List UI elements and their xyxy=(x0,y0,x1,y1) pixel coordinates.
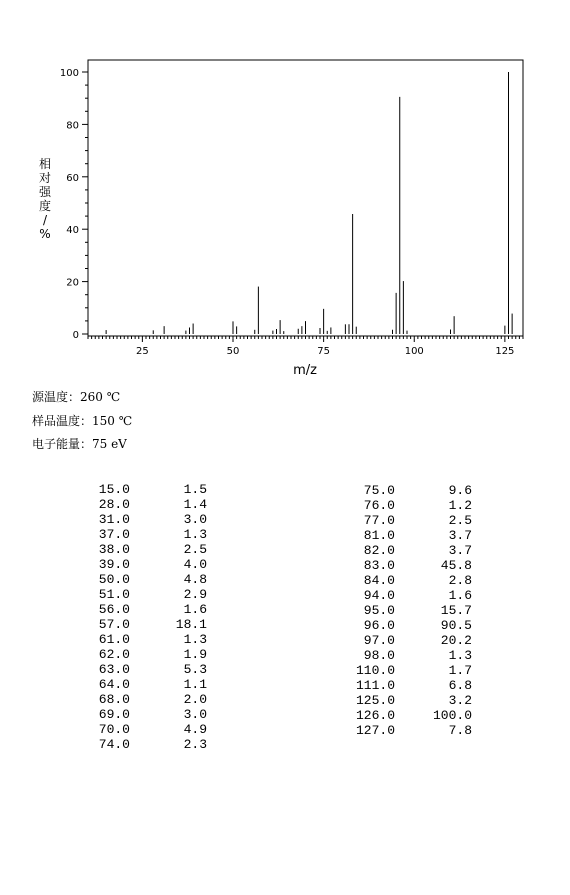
intensity-value: 1.2 xyxy=(448,498,472,513)
intensity-value: 3.0 xyxy=(183,512,207,527)
peak-row xyxy=(355,678,485,693)
mz-value: 69.0 xyxy=(98,707,130,722)
intensity-value: 6.8 xyxy=(448,678,472,693)
peak-table-left xyxy=(90,482,220,752)
peak-row xyxy=(355,528,485,543)
mz-value: 38.0 xyxy=(98,542,130,557)
intensity-value: 1.3 xyxy=(448,648,472,663)
peak-row xyxy=(90,512,220,527)
x-tick-label: 50 xyxy=(226,346,240,357)
y-tick-label: 60 xyxy=(66,172,79,184)
mz-value: 98.0 xyxy=(363,648,395,663)
intensity-value: 2.9 xyxy=(183,587,207,602)
intensity-value: 1.3 xyxy=(183,527,207,542)
mz-value: 82.0 xyxy=(363,543,395,558)
peak-row xyxy=(355,723,485,738)
mz-value: 81.0 xyxy=(363,528,395,543)
y-tick-label: 0 xyxy=(72,330,79,341)
mz-value: 57.0 xyxy=(98,617,130,632)
peak-row xyxy=(90,722,220,737)
peak-row xyxy=(90,572,220,587)
peak-row xyxy=(90,482,220,497)
x-tick-label: 125 xyxy=(495,346,515,357)
plot-frame xyxy=(88,60,523,336)
peak-row xyxy=(90,587,220,602)
peak-row xyxy=(355,483,485,498)
mz-value: 51.0 xyxy=(98,587,130,602)
peak-row xyxy=(355,588,485,603)
x-tick-label: 75 xyxy=(317,346,330,357)
peak-row xyxy=(355,618,485,633)
intensity-value: 2.5 xyxy=(448,513,472,528)
mz-value: 37.0 xyxy=(98,527,130,542)
peak-row xyxy=(90,542,220,557)
mz-value: 63.0 xyxy=(98,662,130,677)
mz-value: 83.0 xyxy=(363,558,395,573)
intensity-value: 1.6 xyxy=(448,588,472,603)
mz-value: 127.0 xyxy=(355,723,395,738)
mz-value: 126.0 xyxy=(355,708,395,723)
mz-value: 125.0 xyxy=(355,693,395,708)
intensity-value: 1.7 xyxy=(448,663,472,678)
y-tick-label: 100 xyxy=(59,68,79,79)
peak-row xyxy=(355,558,485,573)
mz-value: 110.0 xyxy=(355,663,395,678)
peak-row xyxy=(90,737,220,752)
peak-row xyxy=(355,633,485,648)
peak-table-right xyxy=(355,483,485,738)
peak-row xyxy=(90,647,220,662)
intensity-value: 4.8 xyxy=(183,572,207,587)
intensity-value: 3.7 xyxy=(448,543,472,558)
intensity-value: 1.5 xyxy=(183,482,207,497)
mz-value: 50.0 xyxy=(98,572,130,587)
mz-value: 70.0 xyxy=(98,722,130,737)
y-axis-ticks xyxy=(60,68,88,341)
intensity-value: 4.0 xyxy=(183,557,207,572)
intensity-value: 18.1 xyxy=(175,617,207,632)
intensity-value: 1.4 xyxy=(183,497,207,512)
intensity-value: 9.6 xyxy=(448,483,472,498)
intensity-value: 7.8 xyxy=(448,723,472,738)
y-tick-label: 20 xyxy=(66,277,79,289)
mz-value: 97.0 xyxy=(363,633,395,648)
peak-row xyxy=(355,603,485,618)
x-tick-label: 100 xyxy=(404,346,424,357)
peak-row xyxy=(355,648,485,663)
peak-row xyxy=(90,707,220,722)
mz-value: 39.0 xyxy=(98,557,130,572)
mz-value: 74.0 xyxy=(98,737,130,752)
intensity-value: 3.7 xyxy=(448,528,472,543)
peak-row xyxy=(355,498,485,513)
mz-value: 76.0 xyxy=(363,498,395,513)
peak-row xyxy=(90,617,220,632)
intensity-value: 2.8 xyxy=(448,573,472,588)
x-axis-ticks xyxy=(88,336,523,357)
mz-value: 94.0 xyxy=(363,588,395,603)
intensity-value: 2.3 xyxy=(183,737,207,752)
intensity-value: 45.8 xyxy=(440,558,472,573)
sample-temperature: 样品温度：150 ℃ xyxy=(32,414,133,428)
peak-row xyxy=(90,632,220,647)
peak-row xyxy=(355,693,485,708)
mz-value: 31.0 xyxy=(98,512,130,527)
peak-row xyxy=(355,663,485,678)
peak-row xyxy=(90,677,220,692)
y-axis-label: 相对强度/ % xyxy=(38,157,52,241)
intensity-value: 20.2 xyxy=(440,633,472,648)
intensity-value: 2.5 xyxy=(183,542,207,557)
mz-value: 64.0 xyxy=(98,677,130,692)
peak-row xyxy=(90,662,220,677)
mz-value: 15.0 xyxy=(98,482,130,497)
intensity-value: 5.3 xyxy=(183,662,207,677)
intensity-value: 100.0 xyxy=(432,708,472,723)
peak-bars xyxy=(106,72,512,334)
peak-row xyxy=(355,543,485,558)
peak-row xyxy=(90,497,220,512)
mz-value: 68.0 xyxy=(98,692,130,707)
intensity-value: 1.6 xyxy=(183,602,207,617)
x-axis-label: m/z xyxy=(293,363,317,378)
intensity-value: 4.9 xyxy=(183,722,207,737)
electron-energy: 电子能量：75 eV xyxy=(32,437,127,451)
peak-row xyxy=(355,513,485,528)
mz-value: 61.0 xyxy=(98,632,130,647)
peak-row xyxy=(90,602,220,617)
intensity-value: 15.7 xyxy=(440,603,472,618)
intensity-value: 2.0 xyxy=(183,692,207,707)
mz-value: 95.0 xyxy=(363,603,395,618)
mz-value: 75.0 xyxy=(363,483,395,498)
peak-row xyxy=(355,573,485,588)
peak-row xyxy=(355,708,485,723)
mz-value: 111.0 xyxy=(355,678,395,693)
intensity-value: 1.9 xyxy=(183,647,207,662)
intensity-value: 3.2 xyxy=(448,693,472,708)
intensity-value: 3.0 xyxy=(183,707,207,722)
intensity-value: 1.1 xyxy=(183,677,207,692)
y-tick-label: 80 xyxy=(66,120,79,132)
peak-row xyxy=(90,557,220,572)
mass-spectrum-chart xyxy=(0,0,570,385)
mz-value: 28.0 xyxy=(98,497,130,512)
x-tick-label: 25 xyxy=(136,346,149,357)
peak-row xyxy=(90,692,220,707)
intensity-value: 90.5 xyxy=(440,618,472,633)
mz-value: 96.0 xyxy=(363,618,395,633)
peak-row xyxy=(90,527,220,542)
source-temperature: 源温度：260 ℃ xyxy=(32,390,121,404)
mz-value: 77.0 xyxy=(363,513,395,528)
y-tick-label: 40 xyxy=(66,225,79,237)
mz-value: 84.0 xyxy=(363,573,395,588)
intensity-value: 1.3 xyxy=(183,632,207,647)
mz-value: 56.0 xyxy=(98,602,130,617)
mz-value: 62.0 xyxy=(98,647,130,662)
